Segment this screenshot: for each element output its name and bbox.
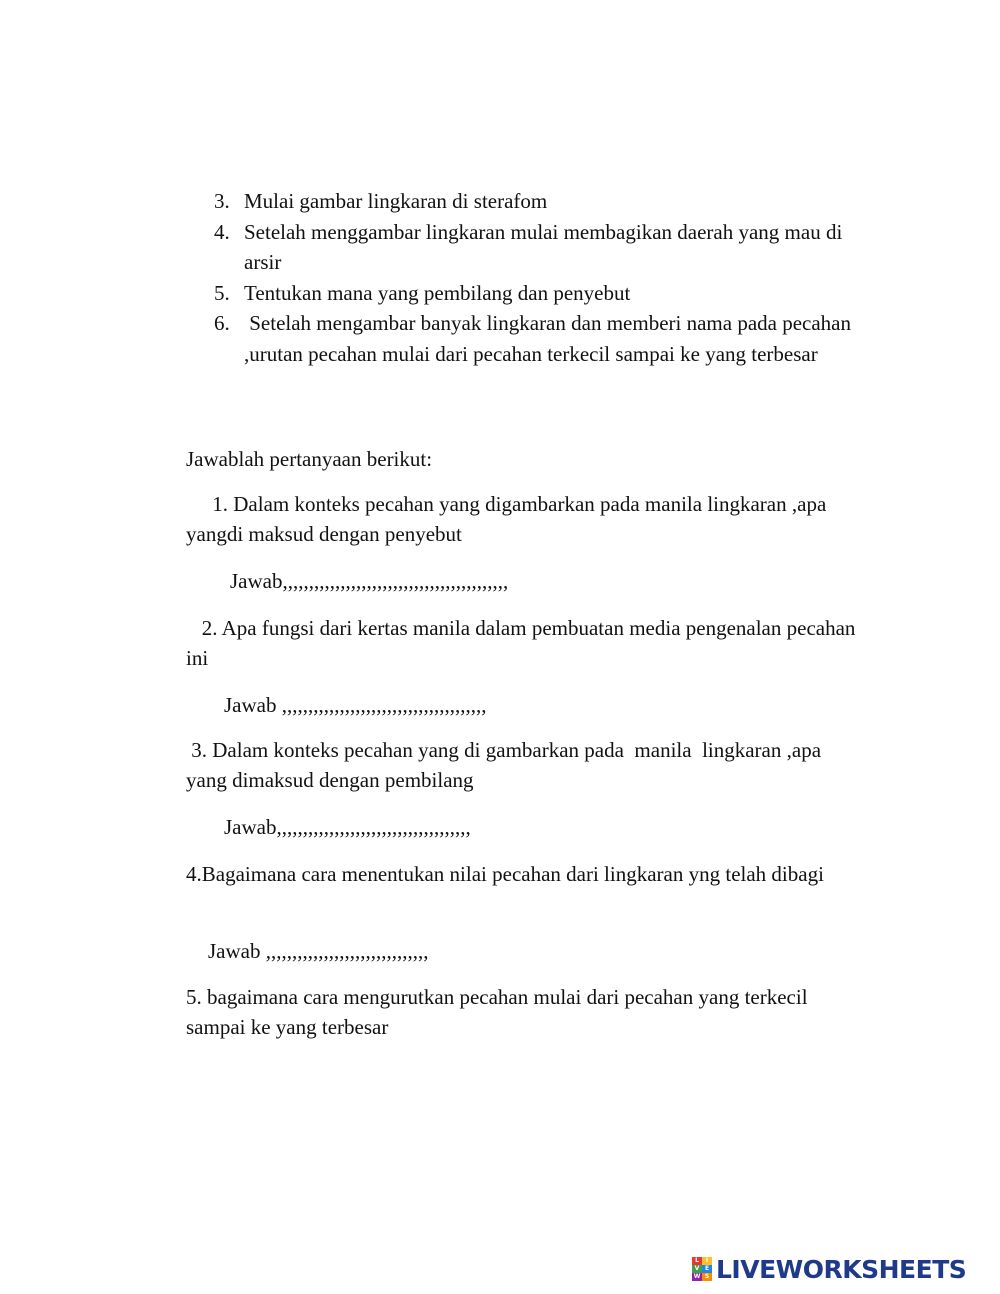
step-number: 6.: [214, 311, 230, 335]
answer-field-4[interactable]: Jawab ,,,,,,,,,,,,,,,,,,,,,,,,,,,,,,,: [208, 939, 429, 963]
steps-list: [214, 186, 857, 369]
answer-field-1[interactable]: Jawab,,,,,,,,,,,,,,,,,,,,,,,,,,,,,,,,,,,,,,,,,,,: [230, 569, 509, 593]
answer-field-3[interactable]: Jawab,,,,,,,,,,,,,,,,,,,,,,,,,,,,,,,,,,,,,: [224, 815, 471, 839]
step-number: 3.: [214, 189, 230, 213]
question-5: 5. bagaimana cara mengurutkan pecahan mulai dari pecahan yang terkecil sampai ke yang terbesar: [186, 985, 813, 1039]
step-text: Mulai gambar lingkaran di sterafom: [244, 189, 548, 213]
step-text: Setelah menggambar lingkaran mulai membagikan daerah yang mau di arsir: [244, 219, 843, 274]
instruction-heading: Jawablah pertanyaan berikut:: [186, 447, 433, 471]
question-3: 3. Dalam konteks pecahan yang di gambarkan pada manila lingkaran ,apa yang dimaksud dengan pembilang: [186, 738, 827, 792]
logo-icon: L I V E W S: [692, 1257, 712, 1281]
step-item: [214, 308, 857, 369]
step-number: 4.: [214, 219, 230, 244]
step-text: Setelah mengambar banyak lingkaran dan memberi nama pada pecahan ,urutan pecahan mulai dari pecahan terkecil sampai ke yang terbesar: [244, 311, 857, 366]
step-item: [214, 217, 854, 278]
step-item: [214, 186, 854, 217]
step-item: [214, 278, 854, 309]
step-number: 5.: [214, 280, 230, 305]
logo-text: LIVEWORKSHEETS: [716, 1254, 967, 1284]
answer-field-2[interactable]: Jawab ,,,,,,,,,,,,,,,,,,,,,,,,,,,,,,,,,,,,,,,: [224, 693, 487, 717]
liveworksheets-logo: [692, 1254, 966, 1284]
question-2: 2. Apa fungsi dari kertas manila dalam pembuatan media pengenalan pecahan ini: [186, 616, 861, 670]
step-text: Tentukan mana yang pembilang dan penyebut: [244, 280, 631, 305]
question-1: 1. Dalam konteks pecahan yang digambarkan pada manila lingkaran ,apa yangdi maksud dengan penyebut: [186, 492, 832, 546]
question-4: 4.Bagaimana cara menentukan nilai pecahan dari lingkaran yng telah dibagi: [186, 862, 824, 886]
